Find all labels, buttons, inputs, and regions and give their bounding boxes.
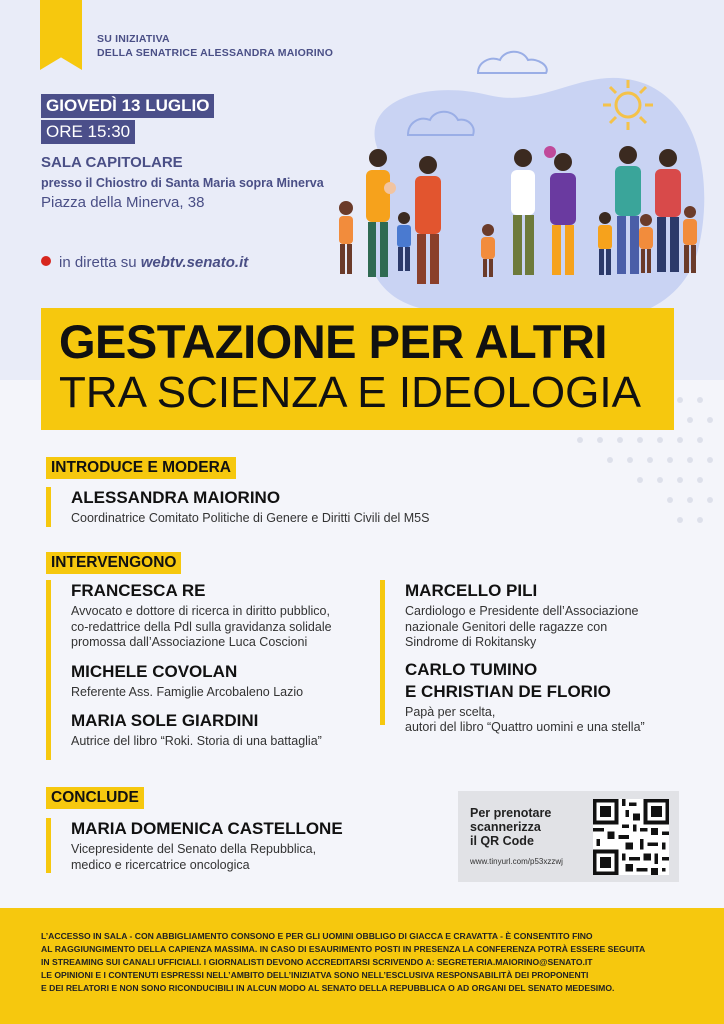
qr-booking-box: [458, 791, 679, 882]
title-line-2: TRA SCIENZA E IDEOLOGIA: [59, 368, 641, 417]
speaker-conclude: [46, 818, 431, 873]
section-conclude-label: CONCLUDE: [46, 787, 144, 809]
speaker-desc-line: Papà per scelta,: [405, 704, 496, 719]
footer-notice: [0, 908, 724, 1024]
venue-name: SALA CAPITOLARE: [41, 154, 183, 171]
speaker-desc-line: promossa dall’Associazione Luca Coscioni: [71, 635, 308, 649]
speaker-name: MARIA SOLE GIARDINI: [71, 711, 259, 730]
live-prefix: in diretta su: [59, 254, 137, 271]
footer-line: L’ACCESSO IN SALA - CON ABBIGLIAMENTO CONSONO E PER GLI UOMINI OBBLIGO DI GIACCA E CRAVATTA - È CONSENTITO FINO: [41, 931, 593, 941]
initiative-line-2: DELLA SENATRICE ALESSANDRA MAIORINO: [97, 47, 334, 59]
footer-line: LE OPINIONI E I CONTENUTI ESPRESSI NELL’AMBITO DELL’INIZIATVA SONO NELL’ESCLUSIVA RESPONSABILITÀ DEI PROPONENTI: [41, 970, 589, 980]
venue-address: Piazza della Minerva, 38: [41, 194, 205, 211]
main-title-block: [41, 308, 674, 430]
speaker-desc-line: Cardiologo e Presidente dell’Associazione: [405, 604, 639, 618]
qr-instruction-line: il QR Code: [470, 834, 534, 848]
footer-line: E DEI RELATORI E NON SONO RICONDUCIBILI IN ALCUN MODO AL SENATO DELLA REPUBBLICA O AD ORGANI DEL SENATO MEDESIMO.: [41, 983, 615, 993]
speakers-right-column: [380, 580, 715, 734]
speakers-left-column: [46, 580, 386, 760]
speaker-desc-line: Vicepresidente del Senato della Repubblica,: [71, 842, 317, 856]
speaker-desc-line: Sindrome di Rokitansky: [405, 635, 537, 649]
section-intervengono-label: INTERVENGONO: [46, 552, 181, 574]
initiative-credit: [97, 32, 333, 60]
speaker-name: FRANCESCA RE: [71, 581, 206, 600]
footer-notice-text: [41, 930, 686, 995]
footer-line: AL RAGGIUNGIMENTO DELLA CAPIENZA MASSIMA. IN CASO DI ESAURIMENTO POSTI IN PRESENZA LA CONFERENZA POTRÀ ESSERE SEGUITA: [41, 944, 646, 954]
qr-instruction-line: scannerizza: [470, 820, 541, 834]
speaker-moderator: [46, 487, 631, 527]
speaker-marcello-pili: [405, 580, 715, 651]
qr-instruction-line: Per prenotare: [470, 806, 552, 820]
speaker-desc: [405, 705, 715, 736]
footer-line: IN STREAMING SUI CANALI UFFICIALI. I GIORNALISTI DEVONO ACCREDITARSI SCRIVENDO A: SEGRETERIA.MAIORINO@SENATO.IT: [41, 957, 593, 967]
speaker-desc: Referente Ass. Famiglie Arcobaleno Lazio: [71, 684, 304, 699]
speaker-francesca-re: [71, 580, 386, 651]
venue-place: presso il Chiostro di Santa Maria sopra Minerva: [41, 176, 324, 190]
speaker-name-line-2: E CHRISTIAN DE FLORIO: [405, 681, 611, 701]
section-introduce-label: INTRODUCE E MODERA: [46, 457, 236, 479]
live-stream-info: [41, 254, 248, 271]
speaker-desc-line: medico e ricercatrice oncologica: [71, 857, 250, 872]
speaker-name: MICHELE COVOLAN: [71, 661, 238, 681]
event-date: GIOVEDÌ 13 LUGLIO: [41, 94, 214, 118]
title-line-1: GESTAZIONE PER ALTRI: [59, 315, 607, 368]
speaker-michele-covolan: [71, 661, 386, 701]
family-illustration: [318, 40, 708, 340]
venue-block: [41, 153, 324, 213]
speaker-desc-line: nazionale Genitori delle ragazze con: [405, 619, 608, 634]
speaker-desc: Coordinatrice Comitato Politiche di Genere e Diritti Civili del M5S: [71, 511, 430, 525]
speaker-name: MARCELLO PILI: [405, 581, 538, 600]
initiative-line-1: SU INIZIATIVA: [97, 33, 170, 45]
live-url-link[interactable]: webtv.senato.it: [140, 254, 249, 271]
speaker-desc: [405, 604, 715, 651]
speaker-desc-line: Avvocato e dottore di ricerca in diritto pubblico,: [71, 604, 330, 618]
qr-code-icon[interactable]: [593, 799, 669, 875]
speaker-name: ALESSANDRA MAIORINO: [71, 488, 281, 507]
qr-url-link[interactable]: www.tinyurl.com/p53xzzwj: [470, 857, 563, 866]
speaker-desc: Autrice del libro “Roki. Storia di una battaglia”: [71, 734, 322, 748]
speaker-desc-line: co-redattrice della Pdl sulla gravidanza solidale: [71, 619, 332, 634]
speaker-desc-line: autori del libro “Quattro uomini e una stella”: [405, 720, 645, 734]
speaker-tumino-de-florio: [405, 659, 715, 736]
speaker-desc: [71, 842, 431, 873]
speaker-desc: [71, 604, 386, 651]
qr-instructions: [470, 806, 551, 848]
speaker-maria-sole-giardini: [71, 710, 386, 750]
speaker-name-line-1: CARLO TUMINO: [405, 659, 538, 679]
speaker-name: MARIA DOMENICA CASTELLONE: [71, 819, 343, 838]
live-dot-icon: [41, 256, 51, 266]
event-time: ORE 15:30: [41, 120, 135, 144]
